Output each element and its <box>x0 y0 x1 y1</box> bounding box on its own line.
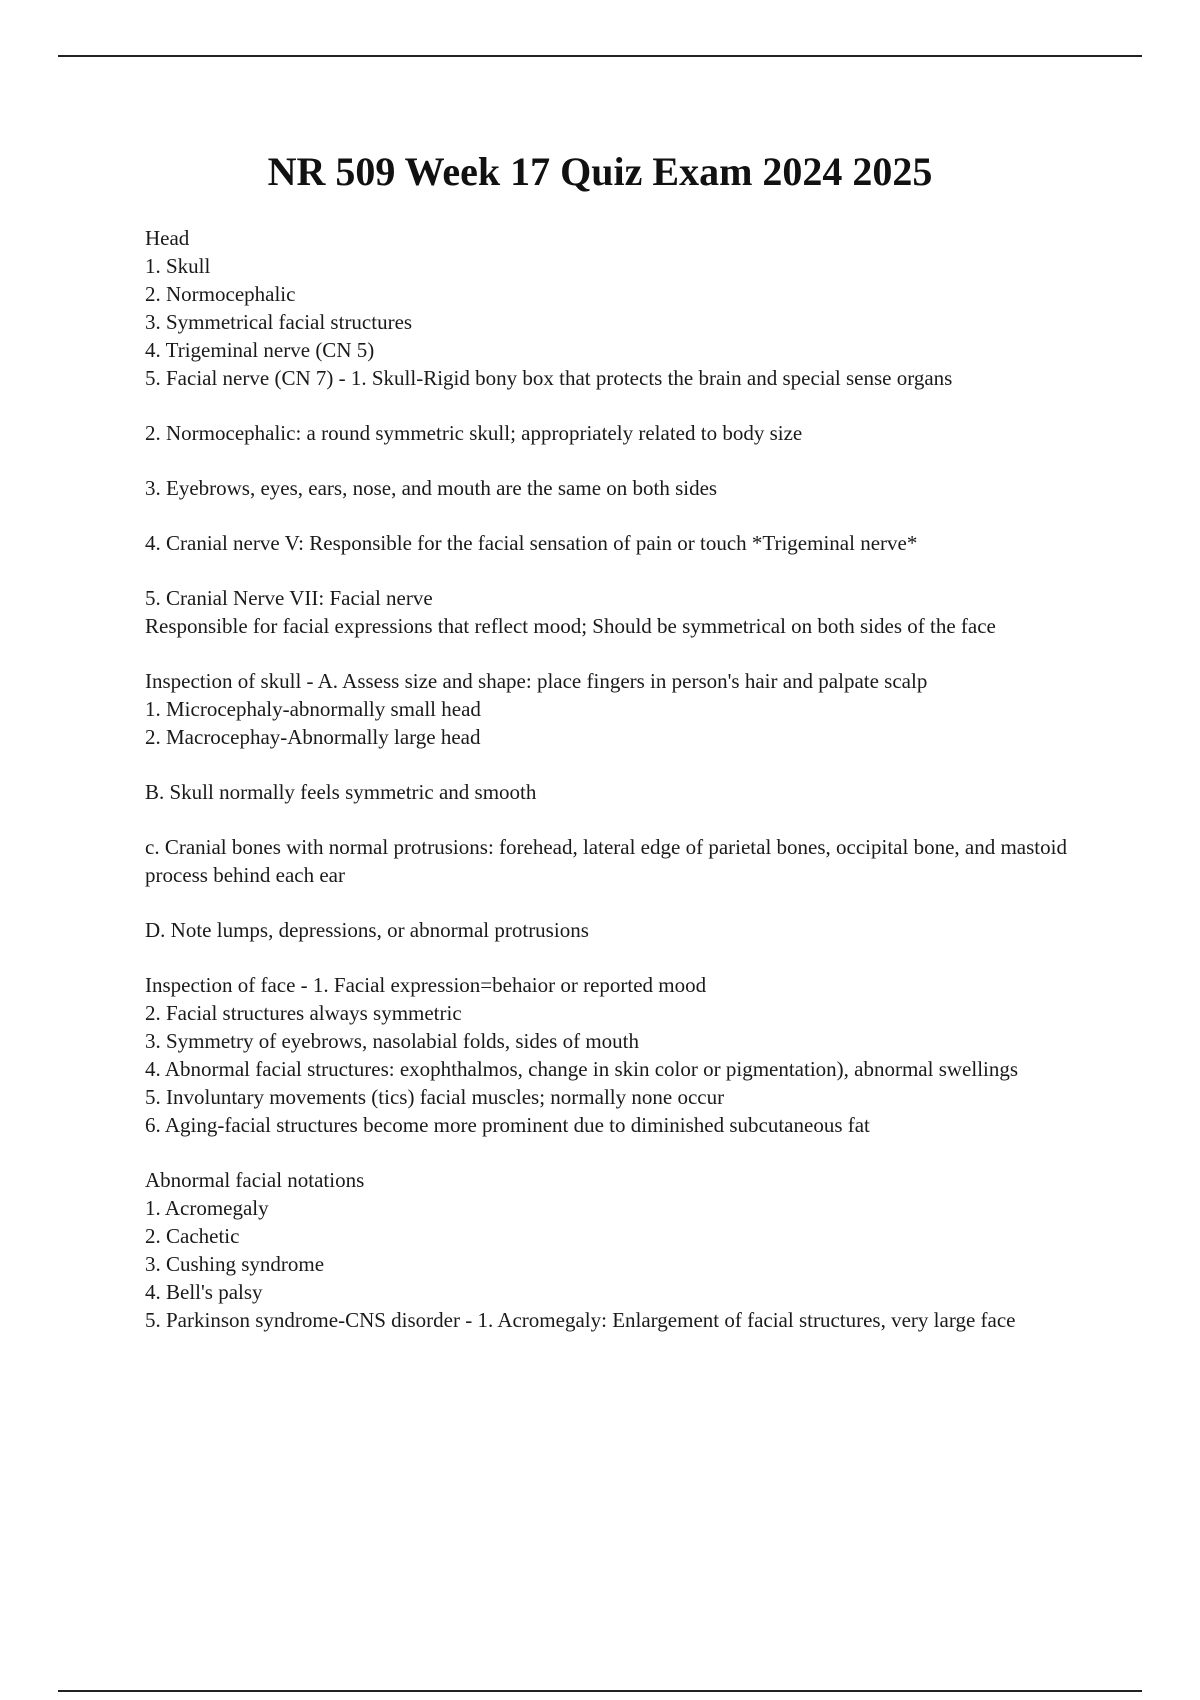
text-block <box>145 971 1095 1139</box>
text-line: 4. Bell's palsy <box>145 1280 263 1304</box>
text-block <box>145 584 1095 640</box>
text-line: 5. Cranial Nerve VII: Facial nerve <box>145 586 433 610</box>
text-line: 2. Normocephalic: a round symmetric skull; appropriately related to body size <box>145 421 803 445</box>
text-block <box>145 667 1095 751</box>
text-line: 2. Macrocephay-Abnormally large head <box>145 725 481 749</box>
text-block <box>145 833 1095 889</box>
text-block <box>145 419 1095 447</box>
text-line: Inspection of face - 1. Facial expression=behaior or reported mood <box>145 973 707 997</box>
text-line: 3. Symmetry of eyebrows, nasolabial folds, sides of mouth <box>145 1029 640 1053</box>
text-block <box>145 1166 1095 1334</box>
text-block <box>145 474 1095 502</box>
text-line: B. Skull normally feels symmetric and smooth <box>145 780 537 804</box>
text-block <box>145 916 1095 944</box>
text-block <box>145 224 1095 392</box>
text-line: 2. Facial structures always symmetric <box>145 1001 462 1025</box>
text-line: 4. Cranial nerve V: Responsible for the facial sensation of pain or touch *Trigeminal nerve* <box>145 531 918 555</box>
text-line: 3. Symmetrical facial structures <box>145 310 413 334</box>
document-body <box>145 224 1095 1361</box>
text-line: 4. Trigeminal nerve (CN 5) <box>145 338 375 362</box>
text-line: 3. Cushing syndrome <box>145 1252 325 1276</box>
text-line: 2. Cachetic <box>145 1224 240 1248</box>
text-line: 5. Facial nerve (CN 7) - 1. Skull-Rigid bony box that protects the brain and special sense organs <box>145 366 953 390</box>
text-line: 1. Skull <box>145 254 211 278</box>
text-line: 5. Involuntary movements (tics) facial muscles; normally none occur <box>145 1085 725 1109</box>
bottom-divider <box>58 1690 1142 1692</box>
text-line: Responsible for facial expressions that reflect mood; Should be symmetrical on both sides of the face <box>145 614 996 638</box>
text-line: 6. Aging-facial structures become more prominent due to diminished subcutaneous fat <box>145 1113 870 1137</box>
text-line: 2. Normocephalic <box>145 282 296 306</box>
text-line: 4. Abnormal facial structures: exophthalmos, change in skin color or pigmentation), abnormal swellings <box>145 1057 1019 1081</box>
text-line: Head <box>145 226 190 250</box>
text-line: 3. Eyebrows, eyes, ears, nose, and mouth are the same on both sides <box>145 476 718 500</box>
text-line: Inspection of skull - A. Assess size and shape: place fingers in person's hair and palpate scalp <box>145 669 928 693</box>
text-line: c. Cranial bones with normal protrusions: forehead, lateral edge of parietal bones, occipital bone, and mastoid process behind each ear <box>145 835 1073 887</box>
text-line: 5. Parkinson syndrome-CNS disorder - 1. Acromegaly: Enlargement of facial structures, very large face <box>145 1308 1016 1332</box>
top-divider <box>58 55 1142 57</box>
text-block <box>145 529 1095 557</box>
text-line: Abnormal facial notations <box>145 1168 365 1192</box>
text-line: 1. Acromegaly <box>145 1196 269 1220</box>
text-block <box>145 778 1095 806</box>
text-line: D. Note lumps, depressions, or abnormal protrusions <box>145 918 589 942</box>
text-line: 1. Microcephaly-abnormally small head <box>145 697 481 721</box>
document-title: NR 509 Week 17 Quiz Exam 2024 2025 <box>267 149 933 194</box>
